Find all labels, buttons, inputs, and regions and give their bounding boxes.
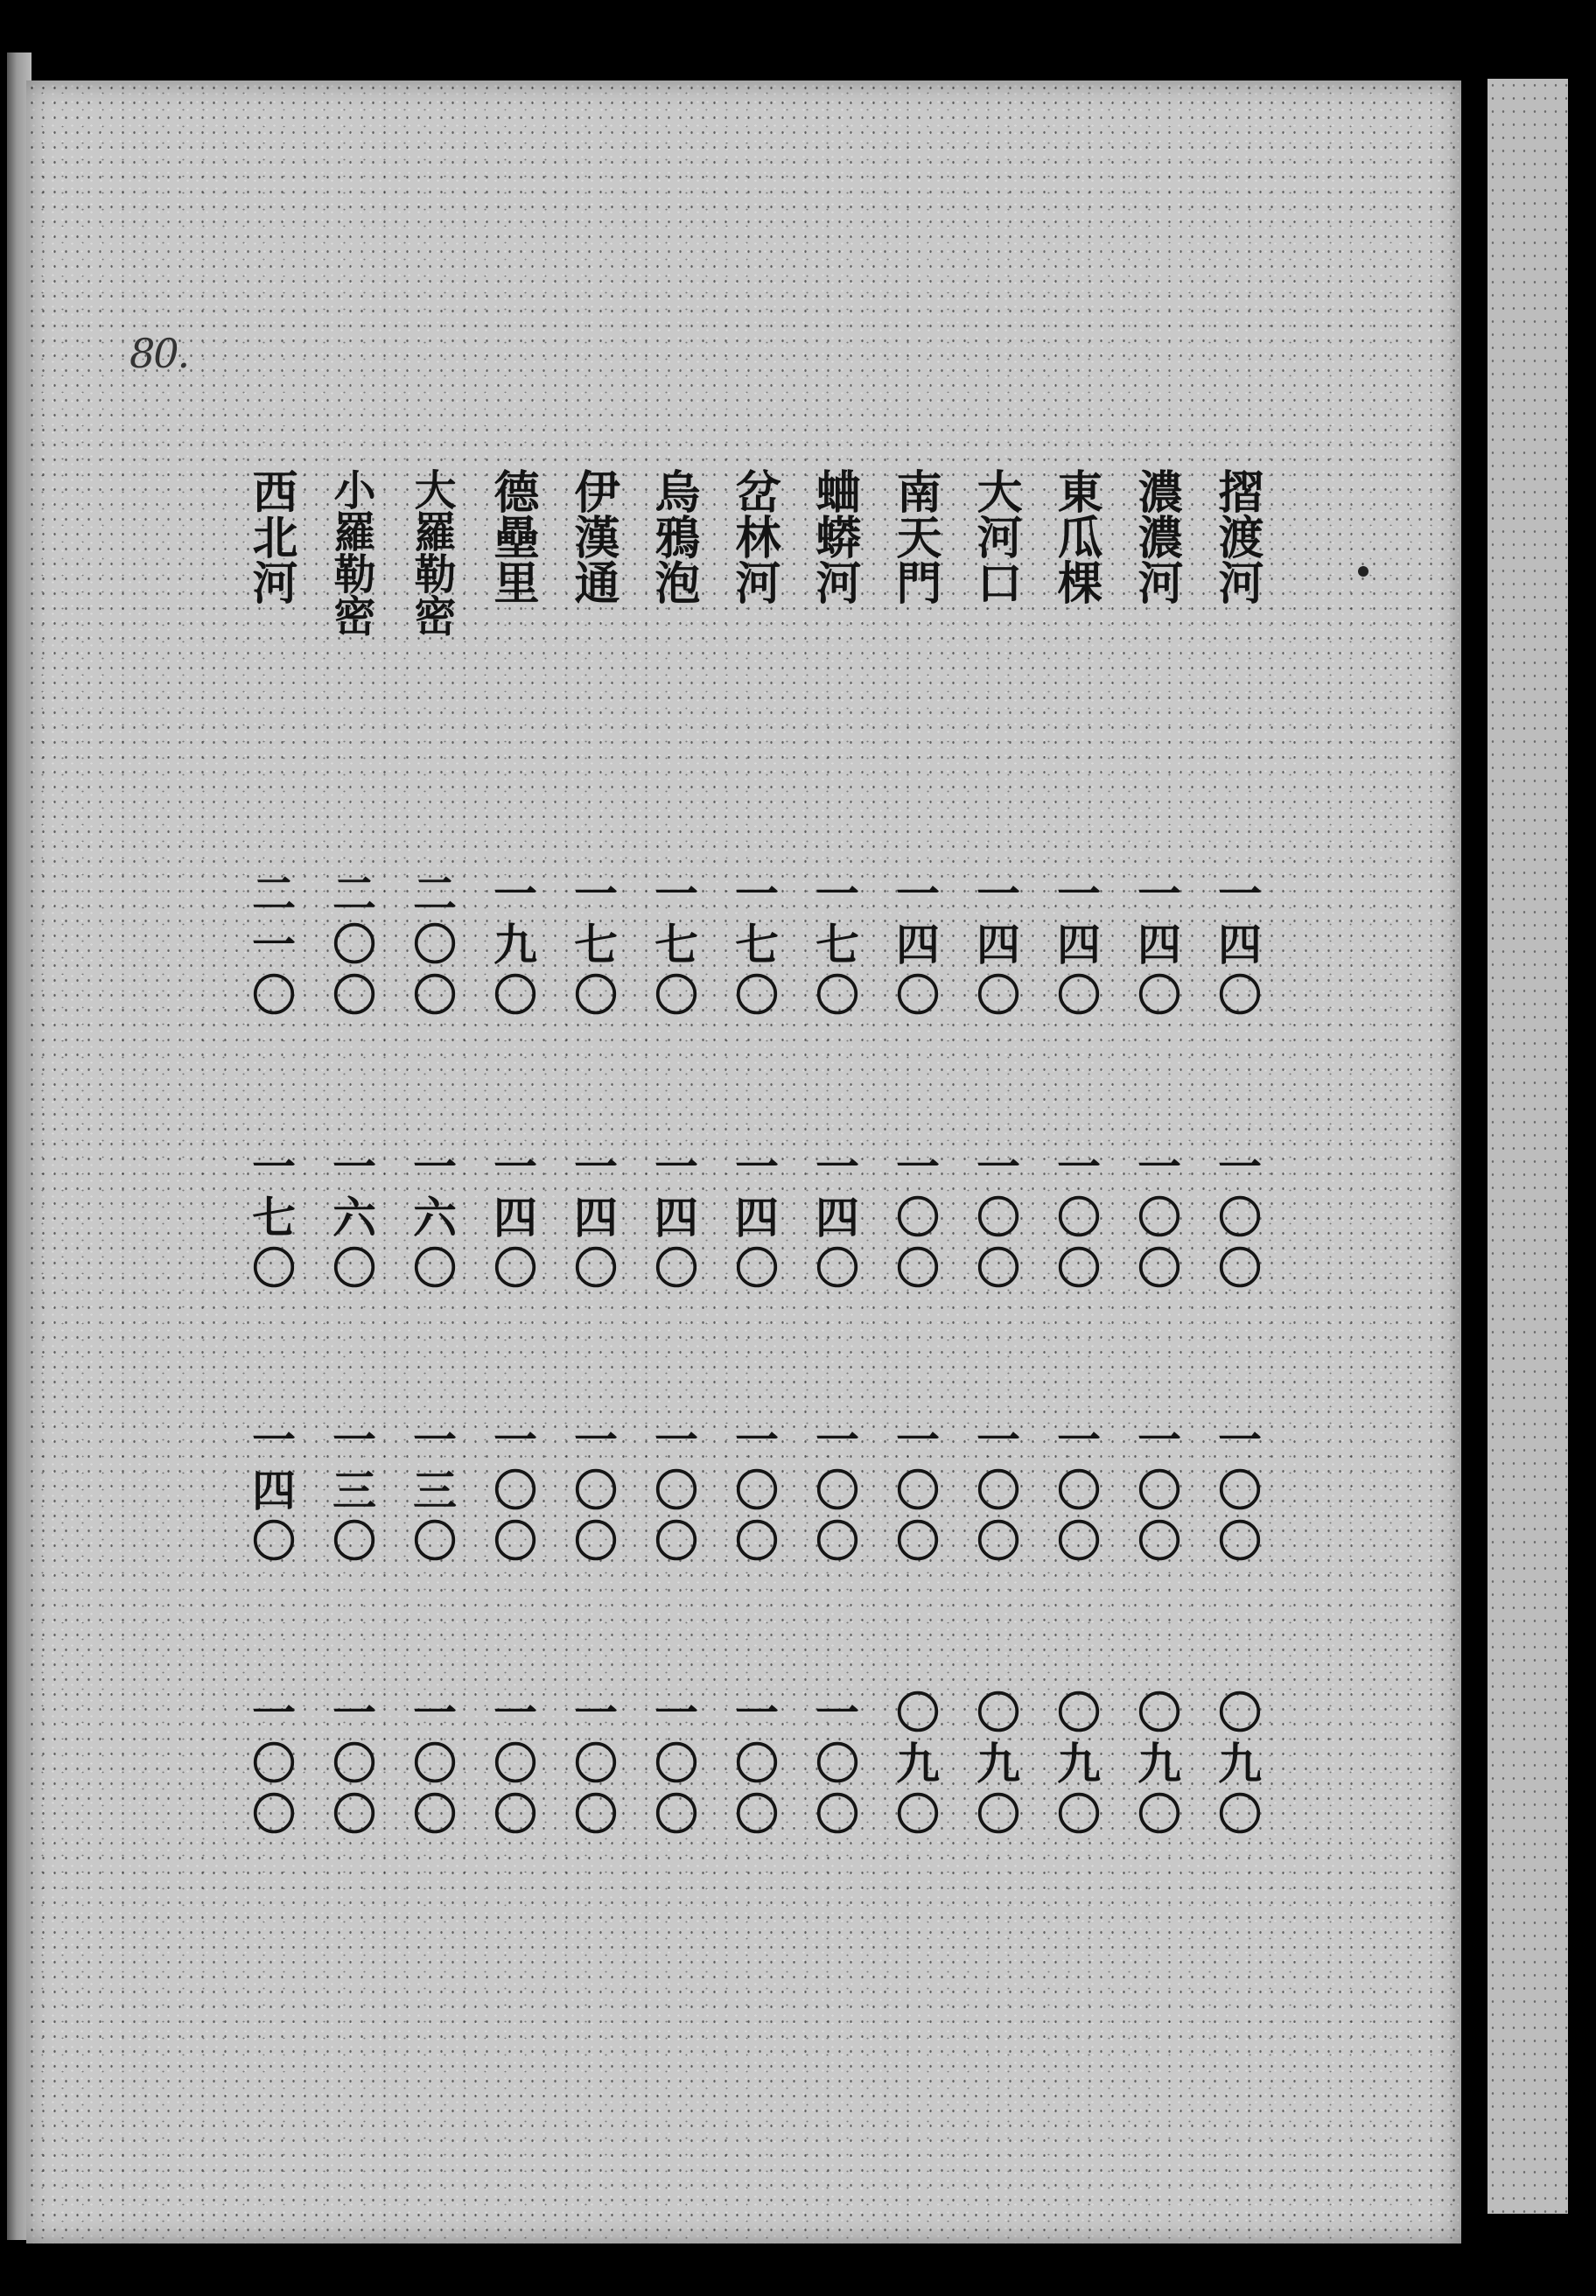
table-column bbox=[881, 468, 948, 1856]
table-cell: 一〇〇 bbox=[728, 1417, 780, 1569]
place-name: 大河口 bbox=[969, 468, 1022, 605]
table-column bbox=[318, 468, 384, 1856]
table-cell: 一四〇 bbox=[486, 1144, 538, 1296]
table-cell: 一〇〇 bbox=[728, 1690, 780, 1842]
place-name: 德壘里 bbox=[486, 468, 539, 605]
table-column bbox=[1123, 468, 1189, 1856]
table-column bbox=[640, 468, 706, 1856]
table-cell: 一四〇 bbox=[245, 1417, 297, 1569]
place-name: 伊漢通 bbox=[566, 468, 620, 605]
table-cell: 一〇〇 bbox=[1130, 1417, 1182, 1569]
table-cell: 一七〇 bbox=[648, 871, 699, 1023]
table-cell: 一〇〇 bbox=[1050, 1417, 1102, 1569]
table-cell: 一四〇 bbox=[1211, 871, 1263, 1023]
table-cell: 一〇〇 bbox=[1050, 1144, 1102, 1296]
table-column bbox=[559, 468, 626, 1856]
table-cell: 二一〇 bbox=[245, 871, 297, 1023]
table-cell: 一六〇 bbox=[406, 1144, 458, 1296]
table-cell: 一〇〇 bbox=[486, 1690, 538, 1842]
table-cell: 一〇〇 bbox=[406, 1690, 458, 1842]
table-column bbox=[720, 468, 787, 1856]
place-name: 小羅勒密 bbox=[326, 468, 375, 636]
table-cell: 一四〇 bbox=[567, 1144, 619, 1296]
place-name: 西北河 bbox=[244, 468, 298, 605]
place-name: 大羅勒密 bbox=[407, 468, 456, 636]
table-cell: 一〇〇 bbox=[808, 1417, 860, 1569]
place-name: 岔林河 bbox=[727, 468, 780, 605]
table-cell: 一四〇 bbox=[808, 1144, 860, 1296]
table-cell: 一四〇 bbox=[648, 1144, 699, 1296]
table-cell: 一七〇 bbox=[728, 871, 780, 1023]
table-cell: 〇九〇 bbox=[1130, 1690, 1182, 1842]
table-cell: 一〇〇 bbox=[567, 1690, 619, 1842]
page-number: 80. bbox=[130, 330, 189, 377]
table-cell: 〇九〇 bbox=[1050, 1690, 1102, 1842]
table-cell: 一四〇 bbox=[889, 871, 941, 1023]
place-name: 南天門 bbox=[888, 468, 942, 605]
table-cell: 一四〇 bbox=[1130, 871, 1182, 1023]
table-cell: 一七〇 bbox=[808, 871, 860, 1023]
table-cell: 一〇〇 bbox=[326, 1690, 377, 1842]
table-cell: 一〇〇 bbox=[648, 1417, 699, 1569]
table-cell: 二〇〇 bbox=[326, 871, 377, 1023]
table-cell: 一四〇 bbox=[728, 1144, 780, 1296]
table-cell: 一〇〇 bbox=[1130, 1144, 1182, 1296]
table-cell: 一〇〇 bbox=[889, 1144, 941, 1296]
table-column bbox=[479, 468, 545, 1856]
table-cell: 一三〇 bbox=[406, 1417, 458, 1569]
table-column bbox=[237, 468, 304, 1856]
table-column bbox=[398, 468, 465, 1856]
table-column bbox=[801, 468, 867, 1856]
adjacent-page-edge bbox=[1488, 79, 1568, 2214]
place-name: 濃濃河 bbox=[1130, 468, 1183, 605]
table-cell: 一三〇 bbox=[326, 1417, 377, 1569]
table-cell: 一四〇 bbox=[1050, 871, 1102, 1023]
table-cell: 一四〇 bbox=[970, 871, 1021, 1023]
place-name: 烏鴉泡 bbox=[647, 468, 700, 605]
table-cell: 一七〇 bbox=[567, 871, 619, 1023]
table-column bbox=[1042, 468, 1109, 1856]
table-cell: 二〇〇 bbox=[406, 871, 458, 1023]
table-cell: 一〇〇 bbox=[1211, 1417, 1263, 1569]
table-cell: 一〇〇 bbox=[808, 1690, 860, 1842]
table-cell: 一〇〇 bbox=[1211, 1144, 1263, 1296]
table-cell: 一〇〇 bbox=[648, 1690, 699, 1842]
table-cell: 一〇〇 bbox=[970, 1417, 1021, 1569]
table-cell: 一六〇 bbox=[326, 1144, 377, 1296]
table-cell: 一七〇 bbox=[245, 1144, 297, 1296]
table-cell: 一〇〇 bbox=[567, 1417, 619, 1569]
table-cell: 一〇〇 bbox=[889, 1417, 941, 1569]
ink-dot bbox=[1358, 566, 1368, 577]
table-cell: 〇九〇 bbox=[1211, 1690, 1263, 1842]
table-cell: 〇九〇 bbox=[889, 1690, 941, 1842]
table-column bbox=[1203, 468, 1270, 1856]
table-cell: 一〇〇 bbox=[486, 1417, 538, 1569]
table-cell: 〇九〇 bbox=[970, 1690, 1021, 1842]
place-name: 東瓜棵 bbox=[1049, 468, 1102, 605]
place-name: 蛐蟒河 bbox=[808, 468, 861, 605]
table-cell: 一〇〇 bbox=[245, 1690, 297, 1842]
place-name: 摺渡河 bbox=[1210, 468, 1264, 605]
table-column bbox=[962, 468, 1028, 1856]
table-cell: 一九〇 bbox=[486, 871, 538, 1023]
distance-table bbox=[241, 468, 1282, 1868]
table-cell: 一〇〇 bbox=[970, 1144, 1021, 1296]
